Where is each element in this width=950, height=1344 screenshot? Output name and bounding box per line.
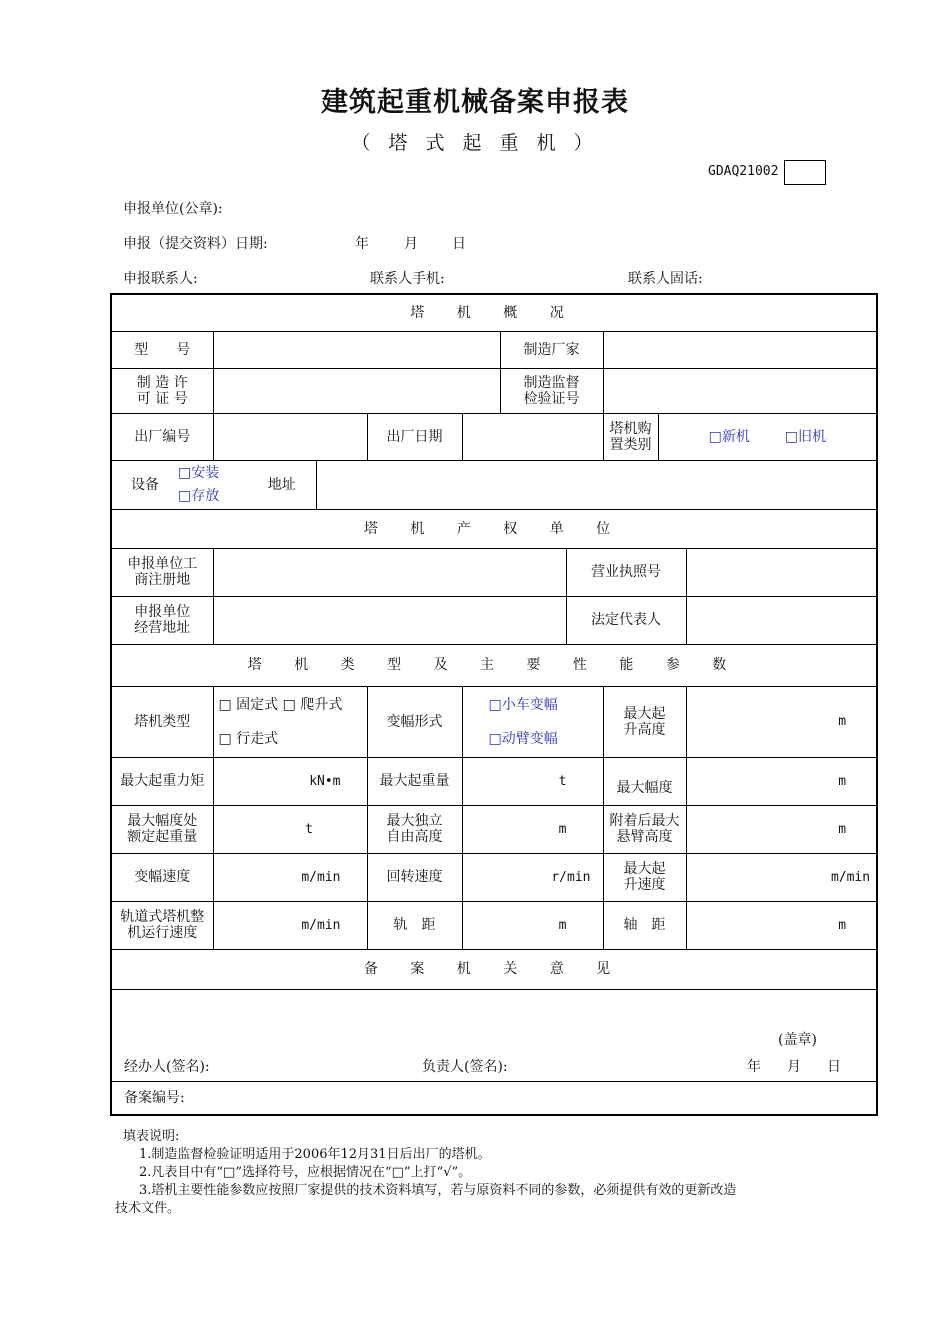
unit-label: 申报单位(公章):: [123, 201, 223, 217]
address-label: 地址: [267, 476, 296, 493]
factory-date-field[interactable]: [462, 413, 603, 460]
opt-new-checkbox[interactable]: □新机: [708, 428, 750, 445]
section-overview: 塔 机 概 况: [111, 294, 877, 331]
reg-place-label: 申报单位工 商注册地: [111, 548, 213, 596]
responsible-signature-label: 负责人(签名):: [422, 1058, 508, 1075]
section-params: 塔 机 类 型 及 主 要 性 能 参 数: [111, 644, 877, 686]
date-year: 年: [355, 236, 369, 252]
handler-signature-label: 经办人(签名):: [124, 1058, 210, 1075]
opinion-year: 年: [747, 1058, 761, 1075]
gauge-label: 轨 距: [367, 901, 462, 949]
date-day: 日: [452, 236, 466, 252]
opt-climb-checkbox[interactable]: □ 爬升式: [282, 696, 343, 713]
free-height-label: 最大独立 自由高度: [367, 805, 462, 853]
device-label: 设备: [131, 476, 159, 493]
form-title: 建筑起重机械备案申报表: [321, 87, 629, 118]
license-field[interactable]: [213, 368, 500, 413]
opt-install-checkbox[interactable]: □安装: [178, 465, 220, 481]
max-load-label: 最大起重量: [367, 757, 462, 805]
wheelbase-label: 轴 距: [603, 901, 686, 949]
luffing-label: 变幅形式: [367, 686, 462, 757]
slew-speed-field[interactable]: r/min: [462, 853, 603, 901]
section-authority: 备 案 机 关 意 见: [111, 949, 877, 989]
lift-speed-field[interactable]: m/min: [686, 853, 877, 901]
address-field[interactable]: [316, 460, 877, 509]
notes-heading: 填表说明:: [123, 1129, 180, 1144]
purchase-type-label: 塔机购 置类别: [603, 413, 658, 460]
factory-date-label: 出厂日期: [367, 413, 462, 460]
max-load-field[interactable]: t: [462, 757, 603, 805]
max-moment-field[interactable]: kN•m: [213, 757, 367, 805]
biz-address-field[interactable]: [213, 596, 566, 644]
cantilever-label: 附着后最大 悬臂高度: [603, 805, 686, 853]
record-no-row[interactable]: [111, 1081, 877, 1115]
date-month: 月: [404, 236, 418, 252]
reg-place-field[interactable]: [213, 548, 566, 596]
license-label: 制 造 许 可 证 号: [111, 368, 213, 413]
slew-speed-label: 回转速度: [367, 853, 462, 901]
max-lift-height-label: 最大起 升高度: [603, 686, 686, 757]
opt-fixed-checkbox[interactable]: □ 固定式: [218, 696, 279, 713]
note-3-continued: 技术文件。: [115, 1201, 181, 1216]
form-notes: [115, 1128, 880, 1218]
note-2: 2.凡表目中有“□”选择符号，应根据情况在“□”上打“√”。: [139, 1165, 472, 1180]
note-1: 1.制造监督检验证明适用于2006年12月31日后出厂的塔机。: [139, 1147, 491, 1162]
model-field[interactable]: [213, 331, 500, 368]
form-code-box[interactable]: [784, 160, 826, 185]
opt-trolley-checkbox[interactable]: □小车变幅: [488, 696, 558, 713]
contact-label: 申报联系人:: [123, 271, 198, 287]
registration-table: [110, 293, 878, 1116]
opt-boom-checkbox[interactable]: □动臂变幅: [488, 730, 558, 747]
serial-field[interactable]: [213, 413, 367, 460]
free-height-field[interactable]: m: [462, 805, 603, 853]
crane-type-label: 塔机类型: [111, 686, 213, 757]
opt-old-checkbox[interactable]: □旧机: [784, 428, 826, 445]
max-radius-label: 最大幅度: [603, 757, 686, 805]
license-no-field[interactable]: [686, 548, 877, 596]
cantilever-field[interactable]: m: [686, 805, 877, 853]
mobile-label: 联系人手机:: [370, 271, 445, 287]
opt-store-checkbox[interactable]: □存放: [178, 488, 220, 504]
max-moment-label: 最大起重力矩: [111, 757, 213, 805]
manufacturer-field[interactable]: [603, 331, 877, 368]
opinion-day: 日: [827, 1058, 841, 1075]
legal-rep-field[interactable]: [686, 596, 877, 644]
luff-speed-field[interactable]: m/min: [213, 853, 367, 901]
luff-speed-label: 变幅速度: [111, 853, 213, 901]
note-3: 3.塔机主要性能参数应按照厂家提供的技术资料填写，若与原资料不同的参数，必须提供有效的更新改造: [139, 1183, 737, 1198]
authority-opinion-area[interactable]: [111, 989, 877, 1081]
record-no-label: 备案编号:: [124, 1089, 185, 1106]
travel-speed-field[interactable]: m/min: [213, 901, 367, 949]
rated-load-field[interactable]: t: [213, 805, 367, 853]
luffing-options: [462, 686, 603, 757]
form-subtitle: （ 塔 式 起 重 机 ）: [351, 132, 599, 154]
inspection-label: 制造监督 检验证号: [500, 368, 603, 413]
section-ownership: 塔 机 产 权 单 位: [111, 509, 877, 548]
max-radius-field[interactable]: m: [686, 757, 877, 805]
seal-label: (盖章): [778, 1031, 817, 1048]
travel-speed-label: 轨道式塔机整 机运行速度: [111, 901, 213, 949]
form-code: GDAQ21002: [708, 164, 779, 179]
legal-rep-label: 法定代表人: [566, 596, 686, 644]
opt-walk-checkbox[interactable]: □ 行走式: [218, 730, 279, 747]
serial-label: 出厂编号: [111, 413, 213, 460]
crane-type-options: [213, 686, 367, 757]
model-label: 型 号: [111, 331, 213, 368]
opinion-month: 月: [787, 1058, 801, 1075]
date-label: 申报（提交资料）日期:: [123, 236, 268, 252]
inspection-field[interactable]: [603, 368, 877, 413]
max-lift-height-field[interactable]: m: [686, 686, 877, 757]
phone-label: 联系人固话:: [628, 271, 703, 287]
license-no-label: 营业执照号: [566, 548, 686, 596]
biz-address-label: 申报单位 经营地址: [111, 596, 213, 644]
manufacturer-label: 制造厂家: [500, 331, 603, 368]
rated-load-label: 最大幅度处 额定起重量: [111, 805, 213, 853]
purchase-type-options: [658, 413, 877, 460]
lift-speed-label: 最大起 升速度: [603, 853, 686, 901]
wheelbase-field[interactable]: m: [686, 901, 877, 949]
gauge-field[interactable]: m: [462, 901, 603, 949]
device-cell: [111, 460, 316, 509]
